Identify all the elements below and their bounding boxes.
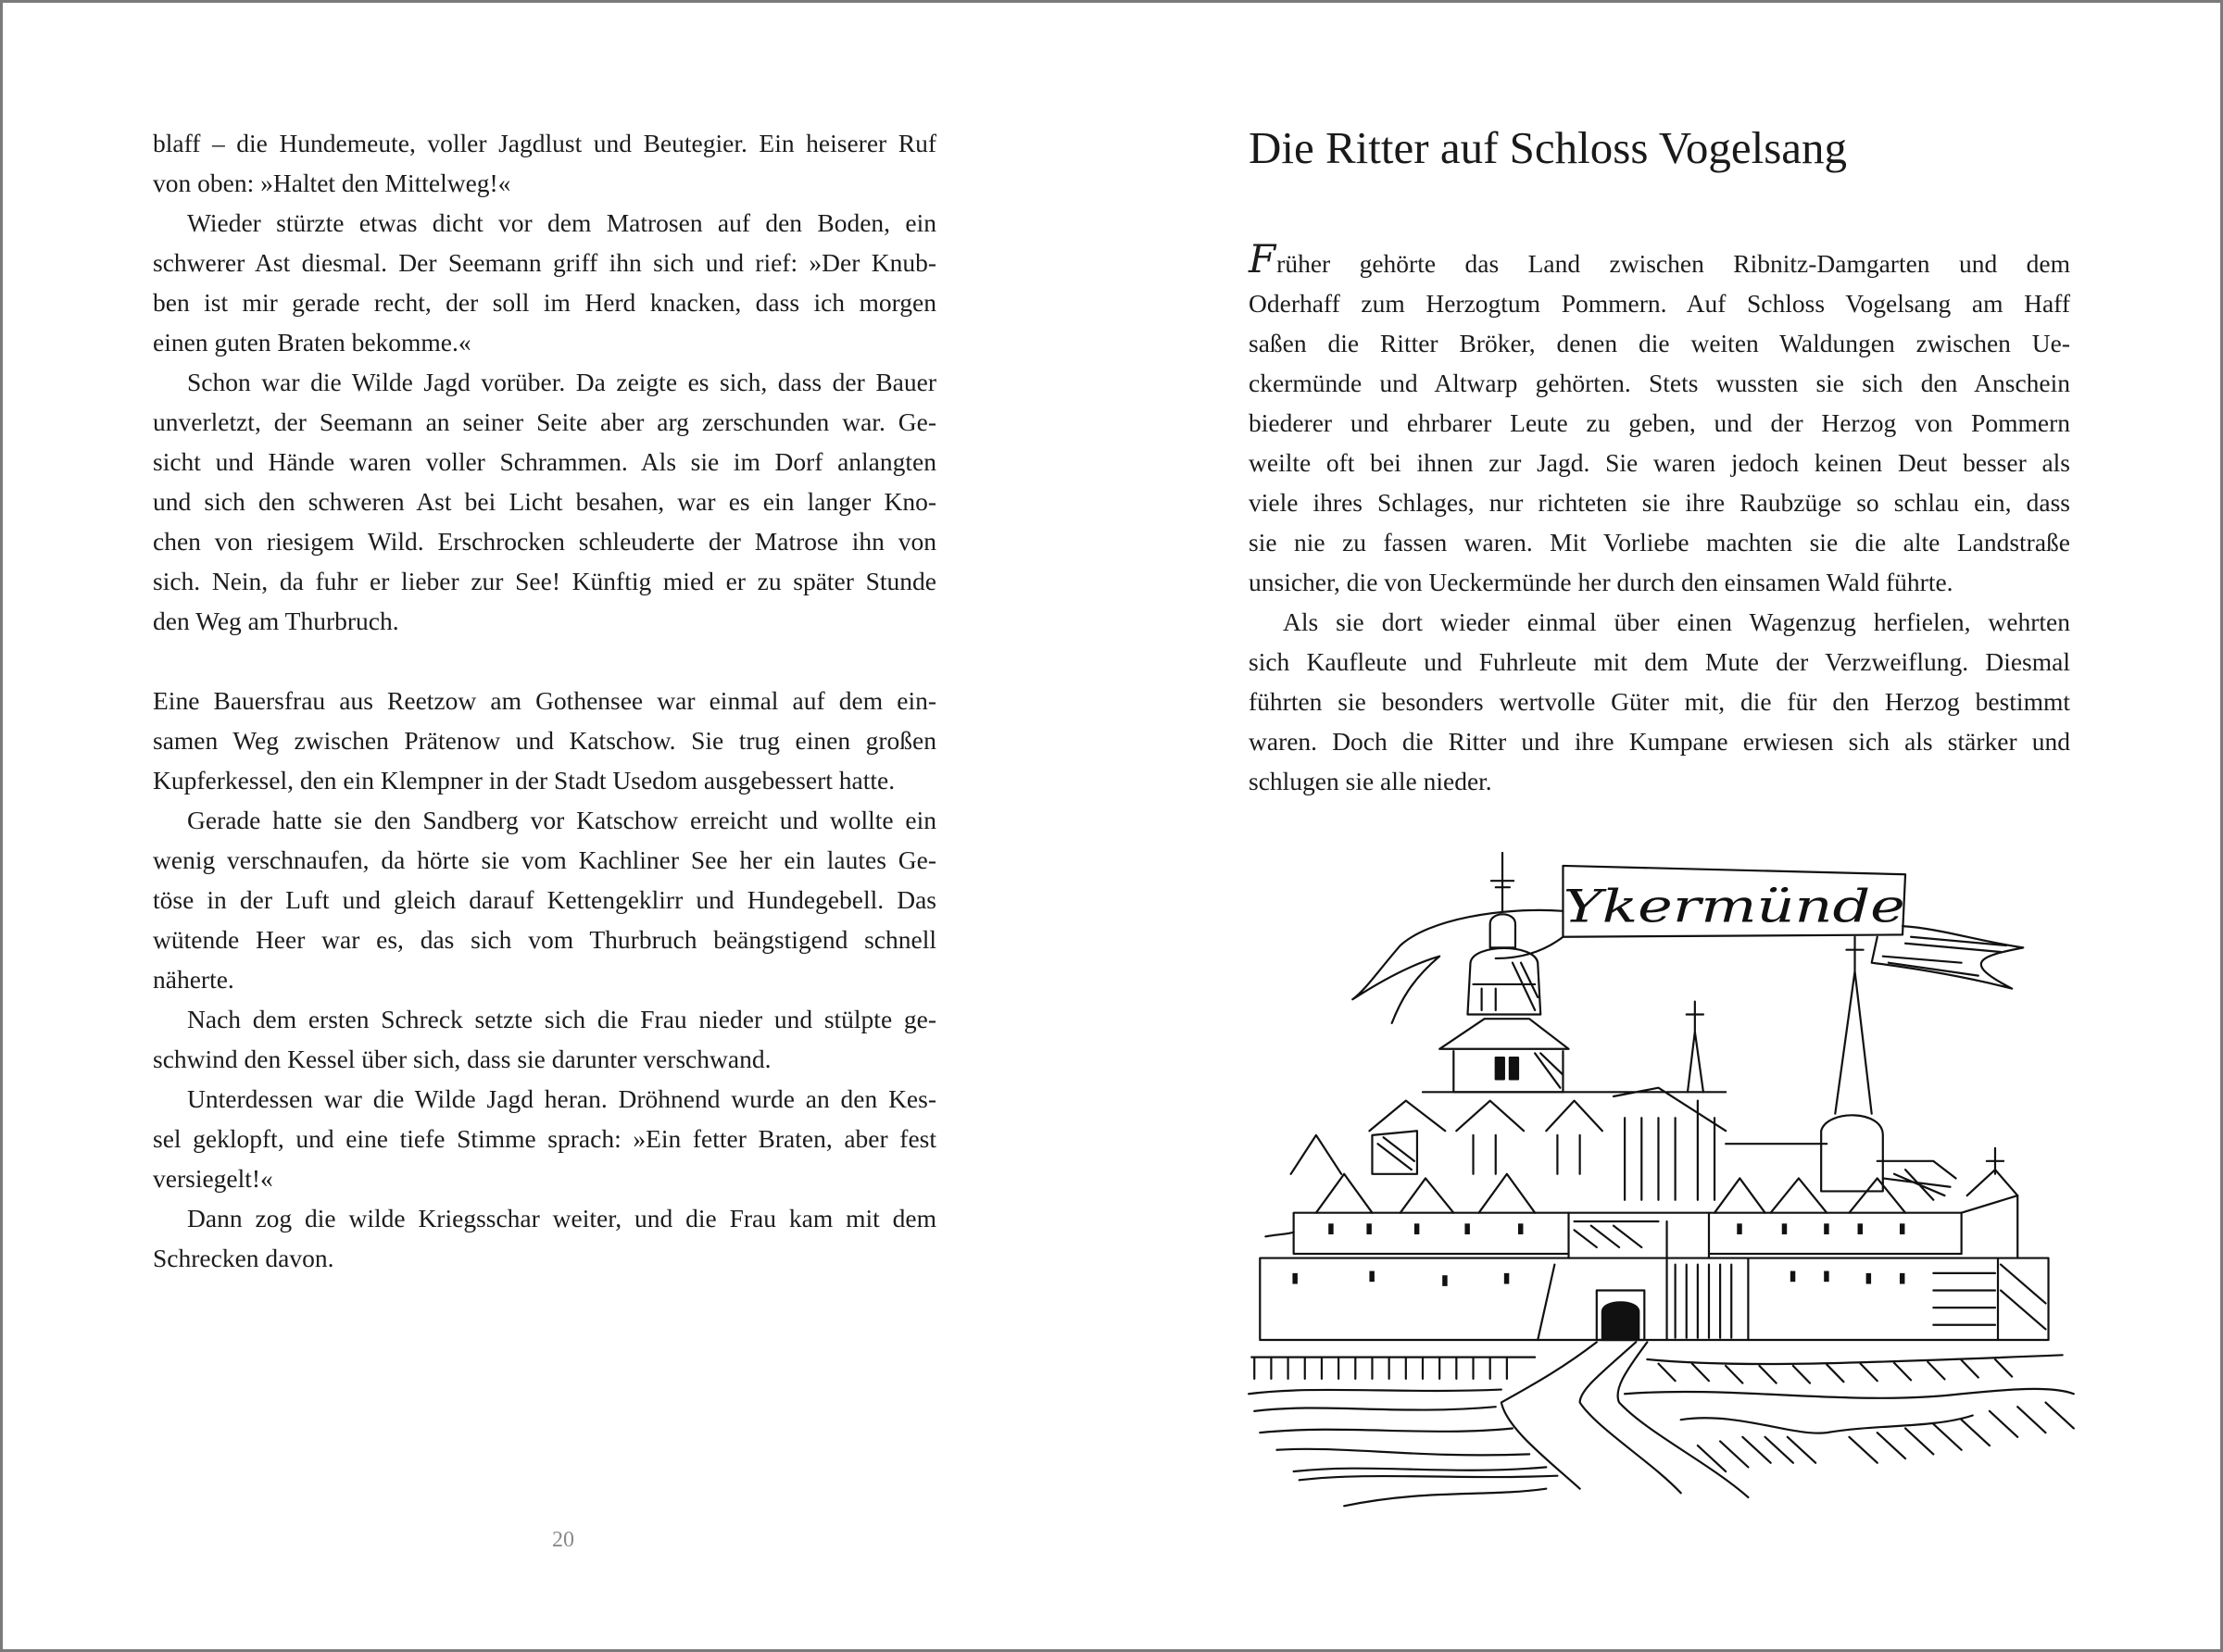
text-line: Schon war die Wilde Jagd vorüber. Da zeigte es sich, dass der Bauer <box>187 368 936 396</box>
text-line: töse in der Luft und gleich darauf Kettengeklirr und Hundegebell. Das <box>153 885 936 914</box>
text-line: Unterdessen war die Wilde Jagd heran. Dröhnend wurde an den Kes- <box>187 1084 936 1113</box>
text-line: unverletzt, der Seemann an seiner Seite aber arg zerschunden war. Ge- <box>153 407 936 436</box>
text-line: Nach dem ersten Schreck setzte sich die Frau nieder und stülpte ge- <box>187 1005 936 1033</box>
text-line: Schrecken davon. <box>153 1244 334 1272</box>
text-line: weilte oft bei ihnen zur Jagd. Sie waren jedoch keinen Deut besser als <box>1249 448 2070 477</box>
page-number: 20 <box>552 1528 574 1552</box>
text-line: biederer und ehrbarer Leute zu geben, und der Herzog von Pommern <box>1249 408 2070 437</box>
roofs <box>1291 1088 2018 1213</box>
text-line-content: rüher gehörte das Land zwischen Ribnitz-Damgarten und dem <box>1276 249 2070 278</box>
ground-hatching <box>1249 1342 2074 1506</box>
text-line: führten sie besonders wertvolle Güter mit, die für den Herzog bestimmt <box>1249 687 2070 716</box>
text-line: sel geklopft, und eine tiefe Stimme sprach: »Ein fetter Braten, aber fest <box>153 1124 936 1153</box>
banner-lettering: Ykermünde <box>1563 880 1905 933</box>
castle-walls <box>1260 1195 2048 1340</box>
text-line: Kupferkessel, den ein Klempner in der Stadt Usedom ausgebessert hatte. <box>153 766 896 795</box>
text-line: sich Kaufleute und Fuhrleute mit dem Mute der Verzweiflung. Diesmal <box>1249 647 2070 676</box>
right-page <box>1112 0 2223 1652</box>
text-line: wütende Heer war es, das sich vom Thurbruch beängstigend schnell <box>153 925 936 954</box>
text-line: viele ihres Schlages, nur richteten sie ihre Raubzüge so schlau ein, dass <box>1249 488 2070 517</box>
banner <box>1352 866 2023 1023</box>
castle-illustration <box>1232 833 2112 1509</box>
text-line: schwind den Kessel über sich, dass sie darunter verschwand. <box>153 1045 772 1073</box>
text-line: den Weg am Thurbruch. <box>153 607 399 635</box>
spires <box>1687 937 2003 1192</box>
wall-windows <box>1292 1223 1904 1286</box>
main-tower <box>1439 853 1568 1092</box>
drop-cap: F <box>1249 236 1276 282</box>
chapter-title: Die Ritter auf Schloss Vogelsang <box>1249 122 1848 173</box>
text-line: Gerade hatte sie den Sandberg vor Katschow erreicht und wollte ein <box>187 806 936 834</box>
text-line: und sich den schweren Ast bei Licht besahen, war es ein langer Kno- <box>153 487 936 516</box>
text-line: waren. Doch die Ritter und ihre Kumpane erwiesen sich als stärker und <box>1249 727 2070 756</box>
text-line: ben ist mir gerade recht, der soll im Herd knacken, dass ich morgen <box>153 288 936 317</box>
text-line: blaff – die Hundemeute, voller Jagdlust und Beutegier. Ein heiserer Ruf <box>153 129 936 157</box>
text-line: Dann zog die wilde Kriegsschar weiter, und die Frau kam mit dem <box>187 1204 936 1233</box>
text-line: einen guten Braten bekomme.« <box>153 328 471 357</box>
text-line: versiegelt!« <box>153 1164 273 1193</box>
text-line: schlugen sie alle nieder. <box>1249 767 1492 795</box>
text-line: Wieder stürzte etwas dicht vor dem Matrosen auf den Boden, ein <box>187 208 936 237</box>
text-line: saßen die Ritter Bröker, denen die weiten Waldungen zwischen Ue- <box>1249 329 2070 357</box>
text-line: Oderhaff zum Herzogtum Pommern. Auf Schloss Vogelsang am Haff <box>1249 289 2070 318</box>
text-line: chen von riesigem Wild. Erschrocken schleuderte der Matrose ihn von <box>153 527 936 556</box>
text-line: sich. Nein, da fuhr er lieber zur See! Künftig mied er zu später Stunde <box>153 567 936 595</box>
text-line: näherte. <box>153 965 234 994</box>
text-line: wenig verschnaufen, da hörte sie vom Kachliner See her ein lautes Ge- <box>153 845 936 874</box>
text-line: unsicher, die von Ueckermünde her durch den einsamen Wald führte. <box>1249 568 1953 596</box>
right-text-column <box>1249 236 2070 801</box>
text-line: sie nie zu fassen waren. Mit Vorliebe machten sie die alte Landstraße <box>1249 528 2070 557</box>
text-line <box>1249 236 2070 283</box>
text-line: samen Weg zwischen Prätenow und Katschow. Sie trug einen großen <box>153 726 936 755</box>
text-line: ckermünde und Altwarp gehörten. Stets wussten sie sich den Anschein <box>1249 369 2070 397</box>
text-line: schwerer Ast diesmal. Der Seemann griff ihn sich und rief: »Der Knub- <box>153 248 936 277</box>
text-line: Als sie dort wieder einmal über einen Wagenzug herfielen, wehrten <box>1283 607 2070 636</box>
text-line: Eine Bauersfrau aus Reetzow am Gothensee war einmal auf dem ein- <box>153 686 936 715</box>
left-text-column <box>153 123 936 1278</box>
text-line: von oben: »Haltet den Mittelweg!« <box>153 169 511 197</box>
section-break <box>153 641 936 681</box>
text-line: sicht und Hände waren voller Schrammen. Als sie im Dorf anlangten <box>153 447 936 476</box>
